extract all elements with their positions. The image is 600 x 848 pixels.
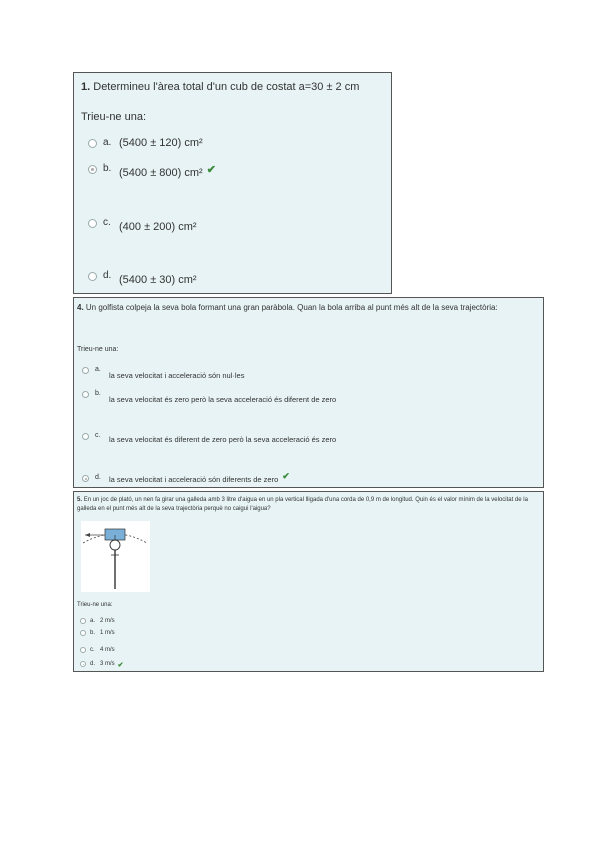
option-text: 1 m/s <box>100 630 115 636</box>
option-letter: c. <box>95 432 101 439</box>
radio-button[interactable] <box>80 630 86 636</box>
option-text: la seva velocitat és diferent de zero però la seva acceleració és zero <box>109 435 337 444</box>
question-text: En un joc de plató, un nen fa girar una galleda amb 3 litre d'aigua en un pla vertical lligada d'una corda de 0,9 m de longitud. Quin és el valor mínim de la velocitat de la galleda en el punt més alt de la seva trajectòria perquè no caigui l'aigua? <box>77 497 528 512</box>
option-text: 4 m/s <box>100 647 115 653</box>
option-letter: c. <box>90 647 95 653</box>
question-4-text <box>77 303 498 312</box>
option-text: 2 m/s <box>100 618 115 624</box>
option-a[interactable] <box>88 137 203 149</box>
choose-prompt: Trieu-ne una: <box>81 111 147 123</box>
bucket-figure <box>81 521 150 592</box>
check-icon: ✔ <box>282 471 290 481</box>
radio-button-selected[interactable] <box>82 475 89 482</box>
option-letter: b. <box>90 630 96 636</box>
option-b[interactable] <box>88 163 216 179</box>
option-text: (5400 ± 800) cm² <box>119 167 203 179</box>
question-number: 4. <box>77 303 84 312</box>
option-c[interactable] <box>82 432 336 444</box>
option-b[interactable] <box>80 630 115 636</box>
radio-button[interactable] <box>80 618 86 624</box>
check-icon: ✔ <box>117 662 124 669</box>
option-d[interactable] <box>88 270 197 286</box>
option-letter: d. <box>90 661 96 667</box>
question-4-card <box>73 297 544 488</box>
option-text: (5400 ± 30) cm² <box>119 274 197 286</box>
option-c[interactable] <box>80 647 115 653</box>
radio-button-selected[interactable] <box>88 165 97 174</box>
option-text: la seva velocitat i acceleració són diferents de zero <box>109 475 279 484</box>
option-a[interactable] <box>80 618 115 624</box>
option-d[interactable] <box>80 661 124 669</box>
radio-button[interactable] <box>82 433 89 440</box>
question-text: Determineu l'àrea total d'un cub de costat a=30 ± 2 cm <box>93 81 360 93</box>
radio-button[interactable] <box>88 272 97 281</box>
question-5-card <box>73 491 544 672</box>
question-1-card <box>73 72 392 294</box>
option-letter: a. <box>90 618 96 624</box>
check-icon: ✔ <box>206 164 216 176</box>
question-number: 5. <box>77 497 83 503</box>
option-text: (5400 ± 120) cm² <box>119 137 203 149</box>
radio-button-selected[interactable] <box>80 661 86 667</box>
bucket-diagram <box>81 521 150 592</box>
option-a[interactable] <box>82 366 244 380</box>
option-letter: b. <box>95 390 101 397</box>
radio-button[interactable] <box>88 139 97 148</box>
radio-button[interactable] <box>88 219 97 228</box>
option-text: la seva velocitat és zero però la seva acceleració és diferent de zero <box>109 395 337 404</box>
option-d[interactable] <box>82 471 290 484</box>
question-text: Un golfista colpeja la seva bola formant una gran paràbola. Quan la bola arriba al punt més alt de la seva trajectòria: <box>85 303 498 312</box>
choose-prompt: Trieu-ne una: <box>77 346 119 353</box>
option-letter: d. <box>103 270 112 281</box>
radio-button[interactable] <box>80 647 86 653</box>
radio-button[interactable] <box>82 391 89 398</box>
option-letter: a. <box>103 137 112 148</box>
option-text: 3 m/s <box>100 661 115 667</box>
radio-button[interactable] <box>82 367 89 374</box>
option-text: (400 ± 200) cm² <box>119 221 197 233</box>
question-5-text <box>77 496 539 514</box>
option-b[interactable] <box>82 390 336 404</box>
option-letter: a. <box>95 366 101 373</box>
option-letter: d. <box>95 474 101 481</box>
choose-prompt: Trieu-ne una: <box>77 602 113 608</box>
question-number: 1. <box>81 81 91 93</box>
option-c[interactable] <box>88 217 197 233</box>
option-letter: b. <box>103 163 112 174</box>
option-text: la seva velocitat i acceleració són nul·les <box>109 371 245 380</box>
option-letter: c. <box>103 217 111 228</box>
question-1-text <box>81 81 359 93</box>
